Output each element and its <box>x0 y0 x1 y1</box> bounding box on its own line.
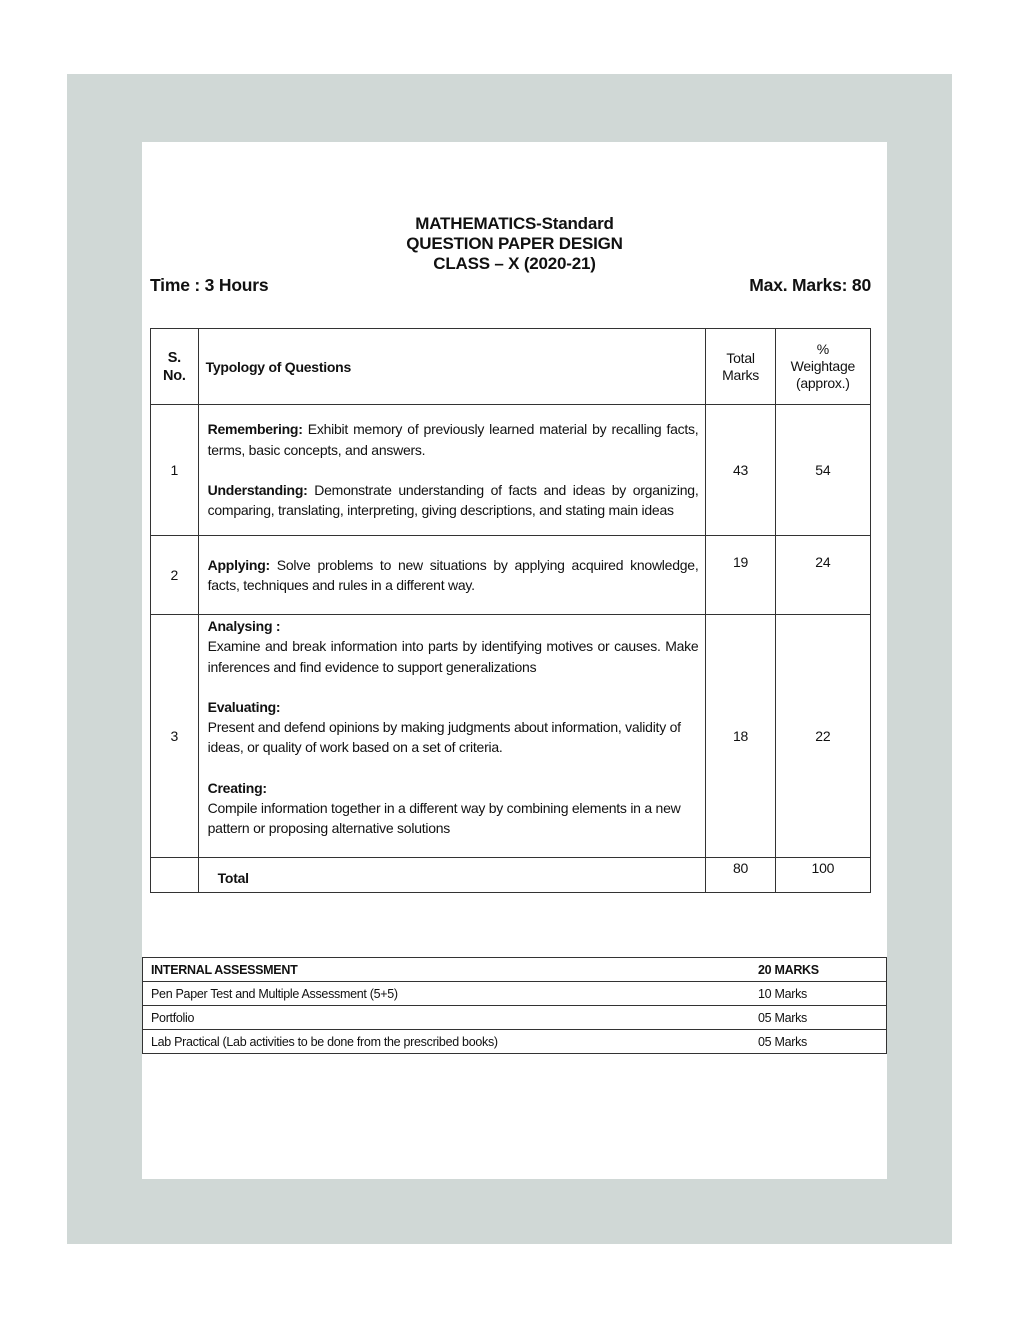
internal-assessment-table <box>142 957 887 1054</box>
header-weightage: % Weightage (approx.) <box>775 329 870 405</box>
row-total-marks: 19 <box>706 536 775 615</box>
total-label: Total <box>198 858 706 893</box>
document-page <box>142 142 887 1179</box>
table-total-row <box>151 858 871 893</box>
ia-row-label: Portfolio <box>143 1006 759 1030</box>
question-design-table <box>150 328 871 893</box>
ia-row-marks: 05 Marks <box>758 1006 887 1030</box>
table-header-row <box>151 329 871 405</box>
row-weightage: 24 <box>775 536 870 615</box>
table-row <box>151 536 871 615</box>
typology-applying: Applying: Solve problems to new situations by applying acquired knowledge, facts, techniques and rules in a different way. <box>207 556 699 593</box>
row-sno: 1 <box>151 405 199 536</box>
row-typology <box>198 405 706 536</box>
row-weightage: 54 <box>775 405 870 536</box>
row-typology <box>198 615 706 858</box>
ia-row-marks: 10 Marks <box>758 982 887 1006</box>
typology-remembering: Remembering: Exhibit memory of previously learned material by recalling facts, terms, basic concepts, and answers. <box>207 421 699 458</box>
typology-analysing: Analysing : Examine and break information into parts by identifying motives or causes. Make inferences and find evidence to support generalizations <box>207 618 699 675</box>
title-design: QUESTION PAPER DESIGN <box>406 234 623 253</box>
total-sno-empty <box>151 858 199 893</box>
row-total-marks: 18 <box>706 615 775 858</box>
typology-evaluating: Evaluating: Present and defend opinions by making judgments about information, validity of ideas, or quality of work based on a set of criteria. <box>207 698 681 756</box>
table-row <box>151 615 871 858</box>
typology-creating: Creating: Compile information together in a different way by combining elements in a new pattern or proposing alternative solutions <box>207 779 681 837</box>
row-typology <box>198 536 706 615</box>
ia-row <box>143 982 887 1006</box>
header-sno: S. No. <box>151 329 199 405</box>
row-weightage: 22 <box>775 615 870 858</box>
document-title <box>142 214 887 274</box>
title-subject: MATHEMATICS-Standard <box>415 214 614 233</box>
exam-max-marks: Max. Marks: 80 <box>749 275 871 295</box>
exam-time: Time : 3 Hours <box>150 275 269 295</box>
typology-understanding: Understanding: Demonstrate understanding of facts and ideas by organizing, comparing, translating, interpreting, giving descriptions, and stating main ideas <box>207 482 699 519</box>
exam-meta <box>150 275 871 296</box>
row-sno: 3 <box>151 615 199 858</box>
header-total-marks: Total Marks <box>706 329 775 405</box>
row-sno: 2 <box>151 536 199 615</box>
ia-row-marks: 05 Marks <box>758 1030 887 1054</box>
total-marks: 80 <box>706 858 775 893</box>
ia-row <box>143 1006 887 1030</box>
header-typology: Typology of Questions <box>198 329 706 405</box>
ia-header-marks: 20 MARKS <box>758 958 887 982</box>
ia-row-label: Pen Paper Test and Multiple Assessment (5+5) <box>143 982 759 1006</box>
ia-row-label: Lab Practical (Lab activities to be done from the prescribed books) <box>143 1030 759 1054</box>
total-weightage: 100 <box>775 858 870 893</box>
ia-header-row <box>143 958 887 982</box>
ia-row <box>143 1030 887 1054</box>
table-row <box>151 405 871 536</box>
ia-header-label: INTERNAL ASSESSMENT <box>143 958 759 982</box>
title-class: CLASS – X (2020-21) <box>433 254 596 273</box>
row-total-marks: 43 <box>706 405 775 536</box>
